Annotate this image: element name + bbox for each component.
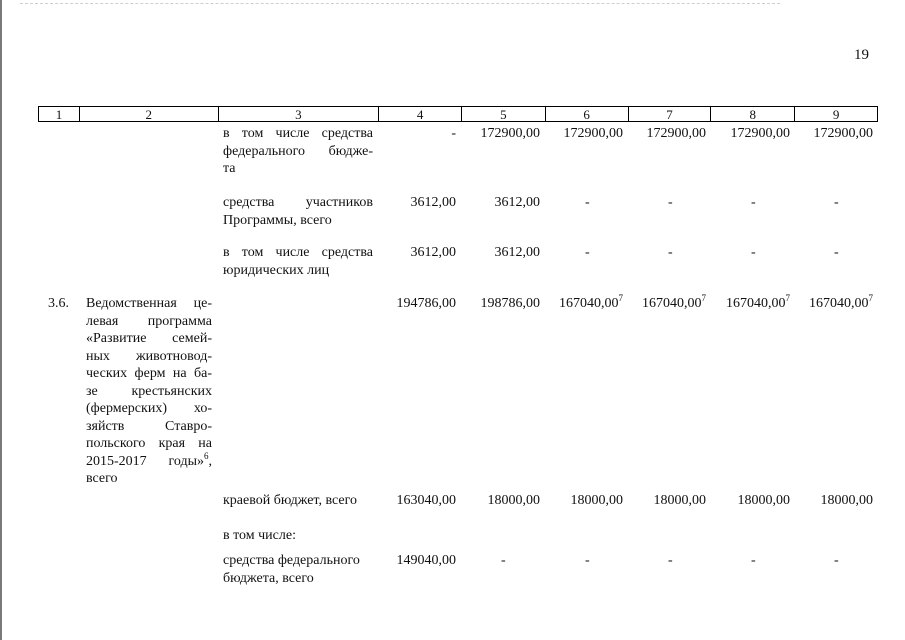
col-header: 9 <box>794 107 877 121</box>
table-cell: 167040,00$^7$ <box>642 293 706 311</box>
col-header: 1 <box>55 107 63 122</box>
table-cell: 167040,00$^7$ <box>559 293 623 311</box>
row-label: в том числе: <box>223 528 296 543</box>
table-cell: - <box>585 195 590 210</box>
row-label: в том числе средства юридических лиц <box>223 245 373 278</box>
table-cell: - <box>668 553 673 568</box>
row-label: в том числе средства федерального бюдже- та <box>223 126 373 176</box>
page-number: 19 <box>854 47 869 63</box>
footnote-mark: 7 <box>701 293 706 303</box>
col-header: 4 <box>378 107 461 121</box>
row-label: средства федерального бюджета, всего <box>223 553 360 586</box>
col-header: 8 <box>710 107 794 121</box>
footnote-mark: 6 <box>204 450 209 461</box>
table-cell: 172900,00 <box>563 126 623 141</box>
table-cell: 149040,00 <box>396 553 456 568</box>
table-cell: 3612,00 <box>410 195 456 210</box>
table-cell: - <box>668 195 673 210</box>
footnote-mark: 7 <box>618 293 623 303</box>
table-cell: 18000,00 <box>653 493 706 508</box>
table-cell: 18000,00 <box>570 493 623 508</box>
table-cell: 3612,00 <box>494 245 540 260</box>
table-cell: 194786,00 <box>396 296 456 311</box>
table-cell: 18000,00 <box>487 493 540 508</box>
page-edge <box>0 0 2 640</box>
table-cell: 163040,00 <box>396 493 456 508</box>
table-cell: - <box>751 195 756 210</box>
table-cell: 18000,00 <box>820 493 873 508</box>
table-cell: 167040,00$^7$ <box>809 293 873 311</box>
table-cell: 3612,00 <box>410 245 456 260</box>
table-cell: 3612,00 <box>494 195 540 210</box>
col-header: 3 <box>218 107 379 121</box>
table-cell: - <box>751 553 756 568</box>
table-cell: - <box>451 126 456 141</box>
footnote-mark: 7 <box>785 293 790 303</box>
table-cell: 172900,00 <box>480 126 540 141</box>
item-name: Ведомственная це- левая программа «Развитие семей- ных животновод- ческих ферм на ба- зе крестьянских (фермерских) хо- зяйств Ставро- польского края на 2015-2017 годы»$^6$, всего <box>86 296 212 486</box>
table-cell: 172900,00 <box>730 126 790 141</box>
table-cell: - <box>834 245 839 260</box>
table-cell: 198786,00 <box>480 296 540 311</box>
footnote-mark: 7 <box>868 293 873 303</box>
table-cell: - <box>751 245 756 260</box>
table-cell: 18000,00 <box>737 493 790 508</box>
table-cell: - <box>834 553 839 568</box>
table-header-row <box>38 106 878 122</box>
col-header: 6 <box>545 107 628 121</box>
item-number: 3.6. <box>48 296 69 311</box>
col-header: 2 <box>79 107 218 121</box>
scan-artifact <box>20 3 780 4</box>
table-cell: - <box>668 245 673 260</box>
table-cell: - <box>585 245 590 260</box>
table-cell: 167040,00$^7$ <box>726 293 790 311</box>
table-cell: 172900,00 <box>646 126 706 141</box>
row-label: краевой бюджет, всего <box>223 493 358 508</box>
table-cell: - <box>585 553 590 568</box>
table-cell: 172900,00 <box>813 126 873 141</box>
table-cell: - <box>501 553 506 568</box>
table-cell: - <box>834 195 839 210</box>
row-label: средства участников Программы, всего <box>223 195 373 228</box>
col-header: 5 <box>461 107 545 121</box>
col-header: 7 <box>628 107 711 121</box>
